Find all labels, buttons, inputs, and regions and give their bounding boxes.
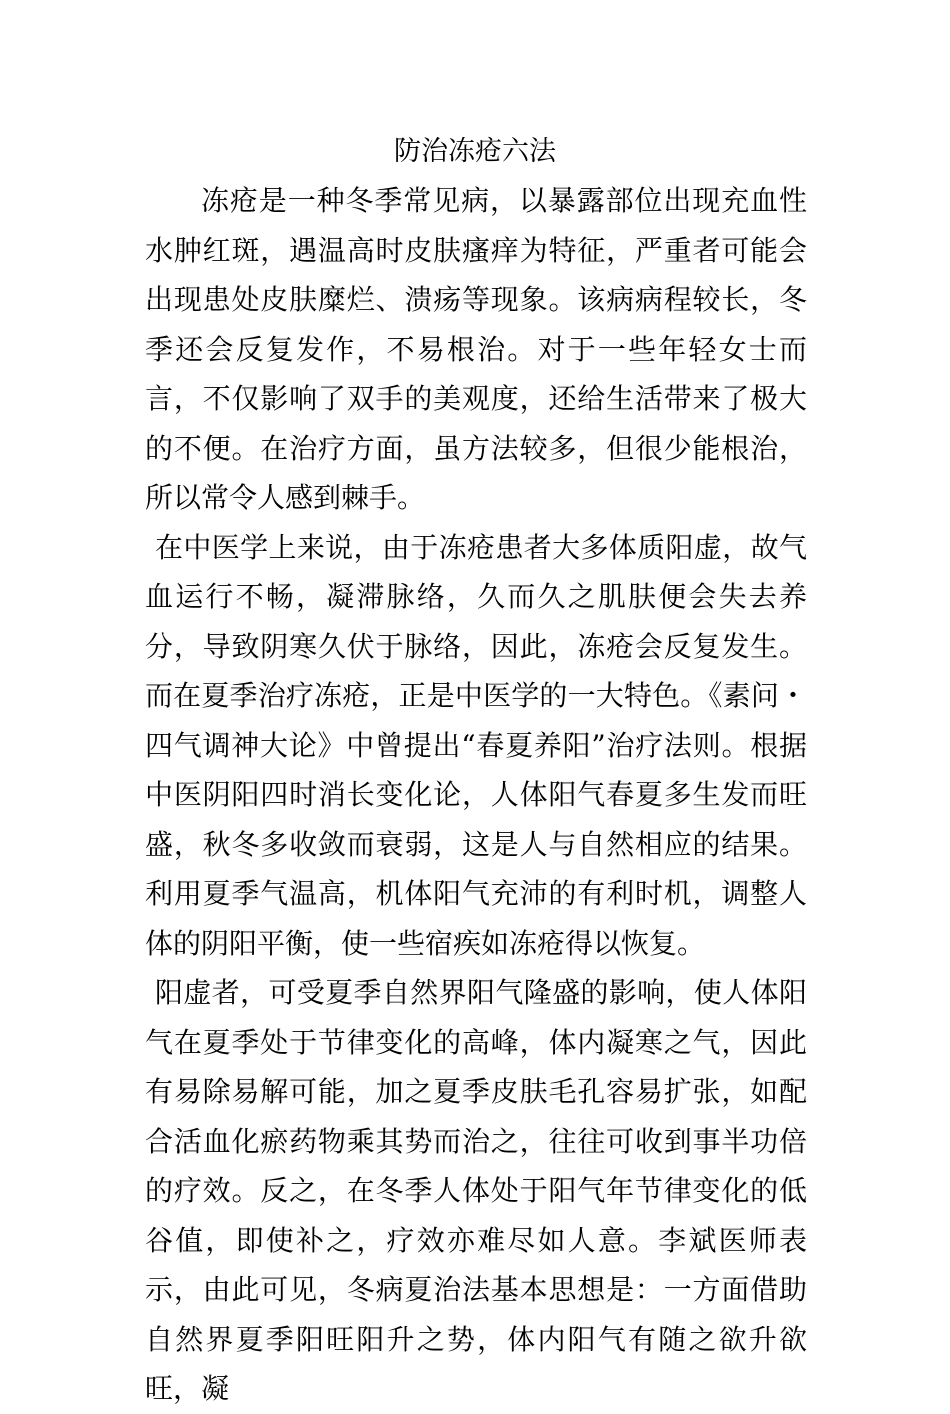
paragraph-3: 阳虚者，可受夏季自然界阳气隆盛的影响，使人体阳气在夏季处于节律变化的高峰，体内凝寒之气，因此有易除易解可能，加之夏季皮肤毛孔容易扩张，如配合活血化瘀药物乘其势而治之，往往可收到事半功倍的疗效。反之，在冬季人体处于阳气年节律变化的低谷值，即使补之，疗效亦难尽如人意。李斌医师表示，由此可见，冬病夏治法基本思想是：一方面借助自然界夏季阳旺阳升之势，体内阳气有随之欲升欲旺，凝: [145, 976, 807, 1405]
paragraph-1: 冻疮是一种冬季常见病，以暴露部位出现充血性水肿红斑，遇温高时皮肤瘙痒为特征，严重者可能会出现患处皮肤糜烂、溃疡等现象。该病病程较长，冬季还会反复发作，不易根治。对于一些年轻女士而言，不仅影响了双手的美观度，还给生活带来了极大的不便。在治疗方面，虽方法较多，但很少能根治，所以常令人感到棘手。: [145, 184, 807, 514]
paragraph-2: 在中医学上来说，由于冻疮患者大多体质阳虚，故气血运行不畅，凝滞脉络，久而久之肌肤便会失去养分，导致阴寒久伏于脉络，因此，冻疮会反复发生。而在夏季治疗冻疮，正是中医学的一大特色。《素问・四气调神大论》中曾提出“春夏养阳”治疗法则。根据中医阴阳四时消长变化论，人体阳气春夏多生发而旺盛，秋冬多收敛而衰弱，这是人与自然相应的结果。利用夏季气温高，机体阳气充沛的有利时机，调整人体的阴阳平衡，使一些宿疾如冻疮得以恢复。: [145, 530, 807, 960]
document-title: 防治冻疮六法: [394, 136, 556, 167]
document-body: [145, 176, 807, 1414]
